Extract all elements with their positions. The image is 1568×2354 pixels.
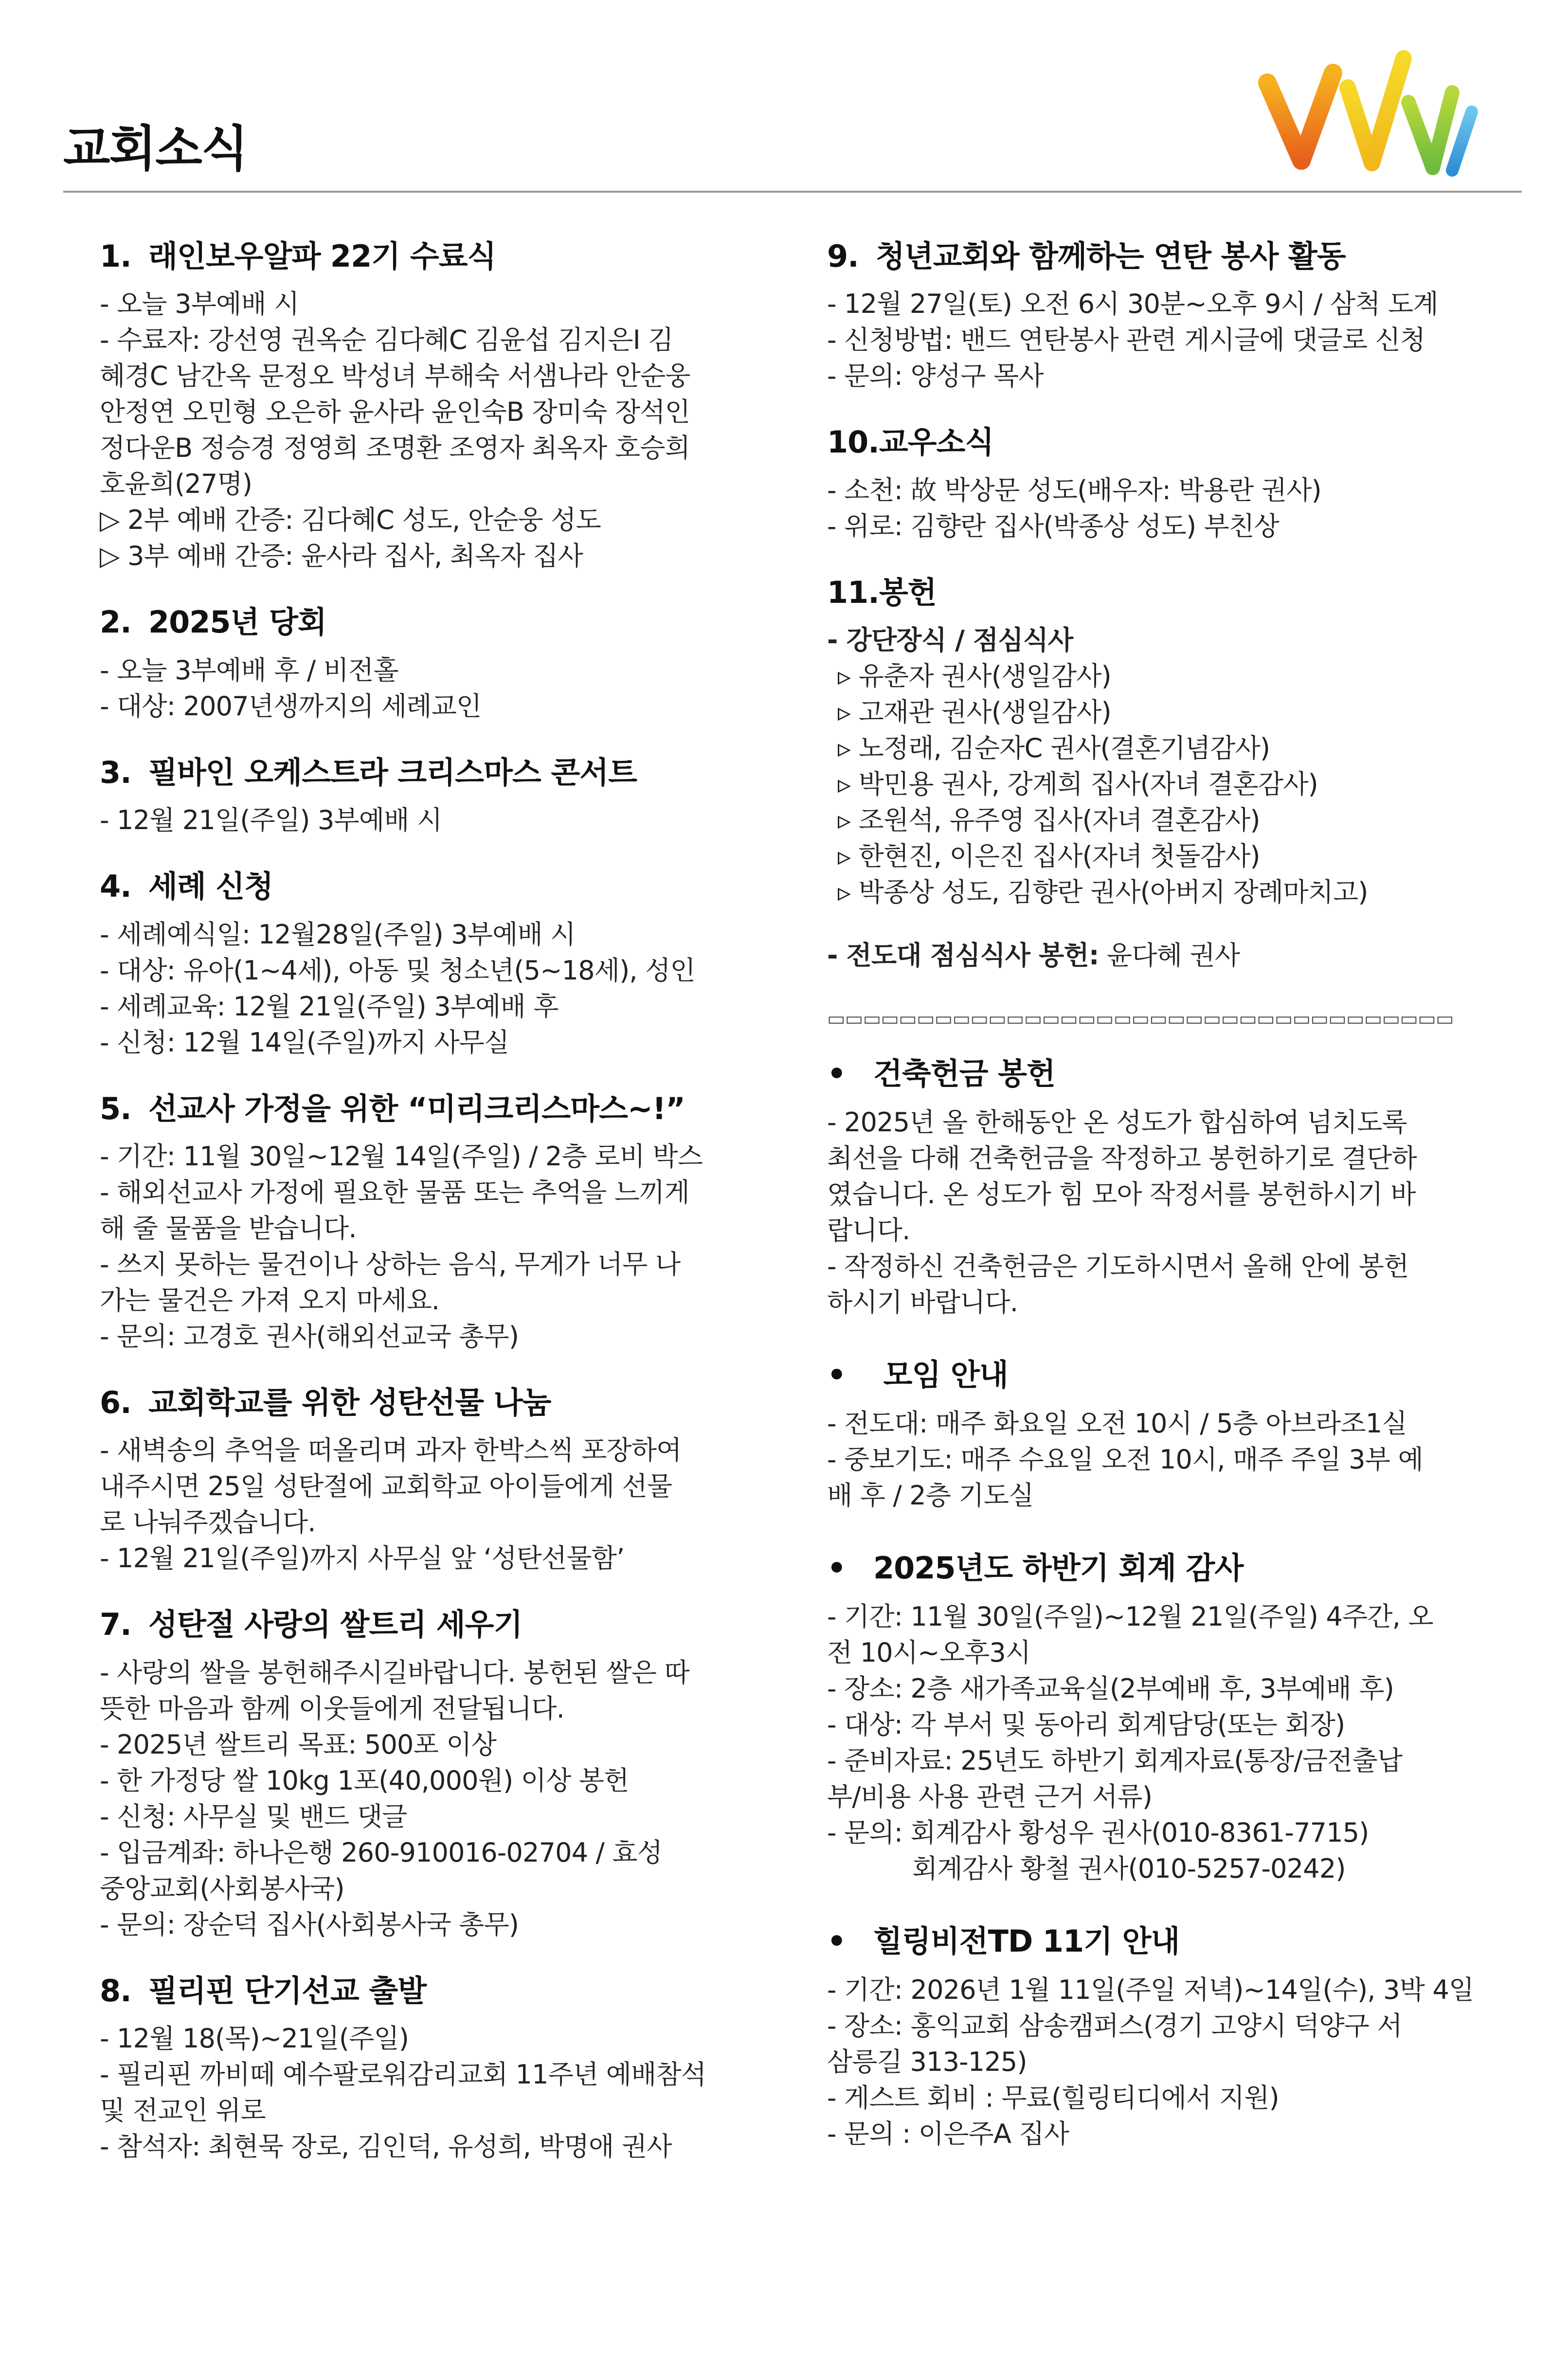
text-line: 부/비용 사용 관련 근거 서류) bbox=[827, 1781, 1153, 1812]
text-line: - 기간: 11월 30일(주일)~12월 21일(주일) 4주간, 오 bbox=[827, 1601, 1433, 1632]
text-line: - 쓰지 못하는 물건이나 상하는 음식, 무게가 너무 나 bbox=[100, 1249, 681, 1280]
section-orchestra-concert bbox=[100, 755, 766, 838]
section-rice-tree bbox=[100, 1607, 766, 1942]
text-line: - 신청: 사무실 및 밴드 댓글 bbox=[100, 1801, 407, 1832]
text-line: 및 전교인 위로 bbox=[100, 2095, 266, 2126]
section-divider: ▭▭▭▭▭▭▭▭▭▭▭▭▭▭▭▭▭▭▭▭▭▭▭▭▭▭▭▭▭▭▭▭▭▭▭ bbox=[827, 1008, 1454, 1031]
text-line: - 대상: 2007년생까지의 세례교인 bbox=[100, 690, 482, 722]
text-line: - 참석자: 최현묵 장로, 김인덕, 유성희, 박명애 권사 bbox=[100, 2131, 672, 2162]
offering-item: ▹ 박종상 성도, 김향란 권사(아버지 장례마치고) bbox=[838, 877, 1368, 908]
section-offering bbox=[827, 575, 1506, 974]
offering-item: ▹ 박민용 권사, 강계희 집사(자녀 결혼감사) bbox=[838, 769, 1318, 800]
text-line: - 12월 18(목)~21일(주일) bbox=[100, 2023, 409, 2054]
section-title: 10.교우소식 bbox=[827, 424, 994, 460]
text-line: - 위로: 김향란 집사(박종상 성도) 부친상 bbox=[827, 510, 1279, 542]
section-baptism bbox=[100, 869, 766, 1060]
section-title: 7. 성탄절 사랑의 쌀트리 세우기 bbox=[100, 1607, 523, 1643]
left-column bbox=[100, 238, 766, 2195]
text-line: - 문의: 양성구 목사 bbox=[827, 361, 1044, 392]
text-line: ▷ 3부 예배 간증: 윤사라 집사, 최옥자 집사 bbox=[100, 541, 583, 572]
section-christmas-gift bbox=[100, 1385, 766, 1576]
right-column bbox=[827, 238, 1506, 2182]
text-line: - 12월 21일(주일)까지 사무실 앞 ‘성탄선물함’ bbox=[100, 1543, 625, 1574]
section-session-meeting bbox=[100, 604, 766, 724]
text-line: - 오늘 3부예배 후 / 비전홀 bbox=[100, 654, 398, 686]
text-line: 였습니다. 온 성도가 힘 모아 작정서를 봉헌하시기 바 bbox=[827, 1179, 1416, 1210]
section-title: 11.봉헌 bbox=[827, 574, 937, 610]
section-title: 4. 세례 신청 bbox=[100, 869, 273, 905]
text-line: 안정연 오민형 오은하 윤사라 윤인숙B 장미숙 장석인 bbox=[100, 397, 690, 428]
text-line: - 2025년 쌀트리 목표: 500포 이상 bbox=[100, 1729, 497, 1760]
section-title: • 2025년도 하반기 회계 감사 bbox=[827, 1550, 1244, 1586]
text-line: - 수료자: 강선영 권옥순 김다혜C 김윤섭 김지은I 김 bbox=[100, 325, 673, 356]
text-line: - 작정하신 건축헌금은 기도하시면서 올해 안에 봉헌 bbox=[827, 1251, 1409, 1282]
text-line: - 문의: 고경호 권사(해외선교국 총무) bbox=[100, 1321, 519, 1352]
section-healing-vision bbox=[827, 1917, 1506, 2152]
section-title: 9. 청년교회와 함께하는 연탄 봉사 활동 bbox=[827, 238, 1346, 274]
text-line: - 12월 27일(토) 오전 6시 30분~오후 9시 / 삼척 도계 bbox=[827, 289, 1438, 320]
offering-item: ▹ 한현진, 이은진 집사(자녀 첫돌감사) bbox=[838, 841, 1260, 872]
text-line: 회계감사 황철 권사(010-5257-0242) bbox=[912, 1853, 1346, 1884]
text-line: - 2025년 올 한해동안 온 성도가 합심하여 넘치도록 bbox=[827, 1107, 1407, 1138]
text-line: - 중보기도: 매주 수요일 오전 10시, 매주 주일 3부 예 bbox=[827, 1444, 1423, 1475]
section-title: • 건축헌금 봉헌 bbox=[827, 1056, 1055, 1092]
text-line: 전 10시~오후3시 bbox=[827, 1637, 1031, 1668]
text-line: ▷ 2부 예배 간증: 김다혜C 성도, 안순웅 성도 bbox=[100, 505, 601, 536]
text-line: - 전도대: 매주 화요일 오전 10시 / 5층 아브라조1실 bbox=[827, 1408, 1407, 1439]
page-title: 교회소식 bbox=[63, 120, 248, 177]
section-title: 5. 선교사 가정을 위한 “미리크리스마스~!” bbox=[100, 1090, 685, 1126]
text-line: - 장소: 홍익교회 삼송캠퍼스(경기 고양시 덕양구 서 bbox=[827, 2010, 1402, 2042]
text-line: 해 줄 물품을 받습니다. bbox=[100, 1213, 357, 1244]
text-line: 호윤희(27명) bbox=[100, 469, 252, 500]
text-line: - 12월 21일(주일) 3부예배 시 bbox=[100, 805, 442, 836]
church-logo-icon bbox=[1248, 39, 1491, 195]
offering-item: ▹ 고재관 권사(생일감사) bbox=[838, 697, 1111, 728]
text-line: - 신청방법: 밴드 연탄봉사 관련 게시글에 댓글로 신청 bbox=[827, 325, 1425, 356]
text-line: - 장소: 2층 새가족교육실(2부예배 후, 3부예배 후) bbox=[827, 1673, 1394, 1704]
text-line: 중앙교회(사회봉사국) bbox=[100, 1873, 344, 1904]
text-line: 하시기 바랍니다. bbox=[827, 1287, 1018, 1318]
lunch-offering-line: - 전도대 점심식사 봉헌: 윤다혜 권사 bbox=[827, 940, 1240, 971]
text-line: 가는 물건은 가져 오지 마세요. bbox=[100, 1285, 440, 1316]
section-title: 1. 래인보우알파 22기 수료식 bbox=[100, 238, 496, 274]
text-line: - 문의: 장순덕 집사(사회봉사국 총무) bbox=[100, 1909, 519, 1940]
section-title: 8. 필리핀 단기선교 출발 bbox=[100, 1973, 427, 2009]
text-line: - 소천: 故 박상문 성도(배우자: 박용란 권사) bbox=[827, 474, 1321, 506]
text-line: - 사랑의 쌀을 봉헌해주시길바랍니다. 봉헌된 쌀은 따 bbox=[100, 1657, 689, 1688]
text-line: - 기간: 2026년 1월 11일(주일 저녁)~14일(수), 3박 4일 bbox=[827, 1974, 1474, 2006]
text-line: 정다운B 정승경 정영희 조명환 조영자 최옥자 호승희 bbox=[100, 433, 690, 464]
section-philippines-mission bbox=[100, 1973, 766, 2165]
text-line: - 세례교육: 12월 21일(주일) 3부예배 후 bbox=[100, 991, 559, 1022]
section-audit bbox=[827, 1544, 1506, 1887]
text-line: - 필리핀 까비떼 예수팔로워감리교회 11주년 예배참석 bbox=[100, 2059, 706, 2090]
text-line: 배 후 / 2층 기도실 bbox=[827, 1480, 1034, 1511]
text-line: - 입금계좌: 하나은행 260-910016-02704 / 효성 bbox=[100, 1837, 663, 1868]
text-line: 삼릉길 313-125) bbox=[827, 2046, 1027, 2078]
text-line: - 문의: 회계감사 황성우 권사(010-8361-7715) bbox=[827, 1817, 1369, 1848]
text-line: - 해외선교사 가정에 필요한 물품 또는 추억을 느끼게 bbox=[100, 1177, 689, 1208]
text-line: - 기간: 11월 30일~12월 14일(주일) / 2층 로비 박스 bbox=[100, 1141, 703, 1172]
text-line: - 한 가정당 쌀 10kg 1포(40,000원) 이상 봉헌 bbox=[100, 1765, 629, 1796]
text-line: 뜻한 마음과 함께 이웃들에게 전달됩니다. bbox=[100, 1693, 565, 1724]
section-title: 3. 필바인 오케스트라 크리스마스 콘서트 bbox=[100, 754, 637, 790]
offering-item: ▹ 노정래, 김순자C 권사(결혼기념감사) bbox=[838, 733, 1270, 764]
section-briquette-volunteer bbox=[827, 238, 1506, 394]
text-line: - 신청: 12월 14일(주일)까지 사무실 bbox=[100, 1027, 509, 1058]
text-line: 내주시면 25일 성탄절에 교회학교 아이들에게 선물 bbox=[100, 1471, 672, 1502]
section-rainbow-alpha bbox=[100, 238, 766, 574]
section-title: • 모임 안내 bbox=[827, 1357, 1008, 1393]
text-line: 혜경C 남간옥 문정오 박성녀 부해숙 서샘나라 안순웅 bbox=[100, 361, 690, 392]
text-line: - 세례예식일: 12월28일(주일) 3부예배 시 bbox=[100, 919, 576, 950]
offering-item: ▹ 유춘자 권사(생일감사) bbox=[838, 661, 1111, 692]
text-line: - 대상: 각 부서 및 동아리 회계담당(또는 회장) bbox=[827, 1709, 1345, 1740]
section-title: 2. 2025년 당회 bbox=[100, 604, 326, 640]
text-line: 최선을 다해 건축헌금을 작정하고 봉헌하기로 결단하 bbox=[827, 1143, 1417, 1174]
text-line: - 게스트 회비 : 무료(힐링티디에서 지원) bbox=[827, 2082, 1279, 2114]
text-line: - 대상: 유아(1~4세), 아동 및 청소년(5~18세), 성인 bbox=[100, 955, 695, 986]
section-member-news bbox=[827, 424, 1506, 544]
section-building-fund bbox=[827, 1050, 1506, 1321]
offering-subhead: - 강단장식 / 점심식사 bbox=[827, 625, 1073, 656]
text-line: - 준비자료: 25년도 하반기 회계자료(통장/금전출납 bbox=[827, 1745, 1403, 1776]
text-line: - 새벽송의 추억을 떠올리며 과자 한박스씩 포장하여 bbox=[100, 1435, 682, 1466]
text-line: - 문의 : 이은주A 집사 bbox=[827, 2119, 1069, 2150]
section-missionary-christmas bbox=[100, 1091, 766, 1355]
text-line: 랍니다. bbox=[827, 1215, 910, 1246]
text-line: - 오늘 3부예배 시 bbox=[100, 289, 299, 320]
text-line: 로 나눠주겠습니다. bbox=[100, 1507, 316, 1538]
section-title: 6. 교회학교를 위한 성탄선물 나눔 bbox=[100, 1384, 551, 1420]
section-meeting-guide bbox=[827, 1351, 1506, 1514]
offering-item: ▹ 조원석, 유주영 집사(자녀 결혼감사) bbox=[838, 805, 1260, 836]
section-title: • 힐링비전TD 11기 안내 bbox=[827, 1923, 1180, 1959]
